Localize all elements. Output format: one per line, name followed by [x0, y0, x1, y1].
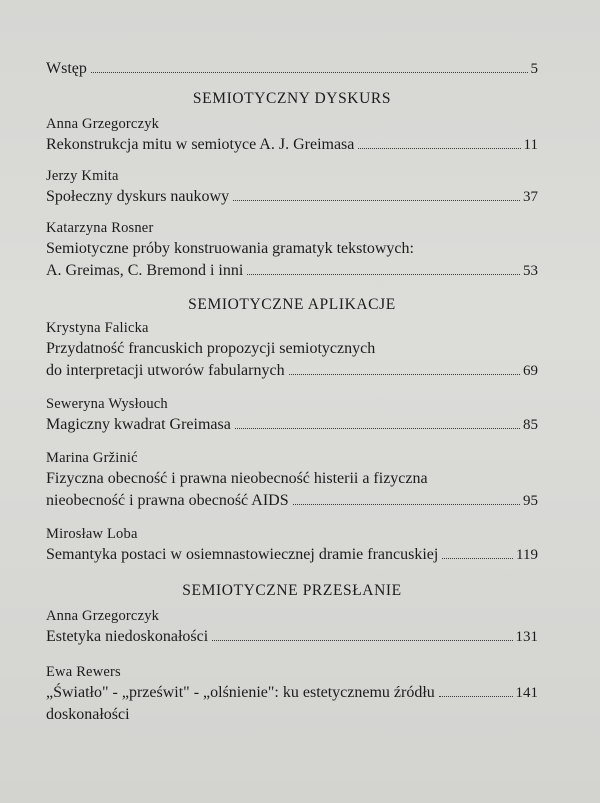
toc-entry[interactable] [46, 114, 538, 156]
entry-title: Estetyka niedoskonałości [46, 628, 209, 645]
leader-dots [289, 374, 520, 375]
toc-entry[interactable] [46, 318, 538, 382]
entry-title-line [46, 134, 538, 156]
leader-dots [442, 558, 513, 559]
leader-dots [293, 504, 520, 505]
entry-page: 119 [516, 547, 538, 563]
entry-page: 141 [515, 685, 538, 701]
entry-title: Magiczny kwadrat Greimasa [46, 416, 231, 433]
entry-author: Ewa Rewers [46, 664, 121, 680]
leader-dots [212, 640, 512, 641]
entry-page: 37 [523, 189, 538, 205]
entry-title-line [46, 682, 538, 704]
entry-title-line [46, 414, 538, 436]
toc-entry[interactable] [46, 166, 538, 208]
entry-title-line [46, 544, 538, 566]
entry-page: 131 [515, 629, 538, 645]
entry-author: Seweryna Wysłouch [46, 396, 168, 412]
leader-dots [235, 428, 520, 429]
entry-title-line [46, 360, 538, 382]
entry-author: Marina Gržinić [46, 450, 138, 466]
section-heading: SEMIOTYCZNE PRZESŁANIE [182, 582, 402, 599]
entry-author: Krystyna Falicka [46, 320, 149, 336]
section-heading: SEMIOTYCZNE APLIKACJE [188, 296, 396, 313]
entry-author: Jerzy Kmita [46, 168, 119, 184]
leader-dots [439, 696, 513, 697]
entry-page: 85 [523, 417, 538, 433]
leader-dots [358, 148, 520, 149]
entry-title-cont: nieobecność i prawna obecność AIDS [46, 492, 289, 509]
toc-intro-title: Wstęp [46, 60, 87, 77]
entry-title: Przydatność francuskich propozycji semiotycznych [46, 340, 376, 357]
entry-title-cont: do interpretacji utworów fabularnych [46, 362, 285, 379]
leader-dots [91, 72, 528, 73]
entry-title: Społeczny dyskurs naukowy [46, 188, 230, 205]
toc-entry[interactable] [46, 662, 538, 726]
entry-author: Katarzyna Rosner [46, 220, 154, 236]
entry-page: 11 [523, 137, 538, 153]
toc-entry[interactable] [46, 606, 538, 648]
toc-entry[interactable] [46, 524, 538, 566]
entry-title-cont: doskonałości [46, 706, 130, 723]
entry-title-cont: A. Greimas, C. Bremond i inni [46, 262, 244, 279]
entry-title-line [46, 186, 538, 208]
entry-title-line [46, 626, 538, 648]
leader-dots [233, 200, 520, 201]
entry-title: Semiotyczne próby konstruowania gramatyk tekstowych: [46, 240, 414, 257]
toc-intro-page: 5 [530, 61, 538, 77]
entry-title-line [46, 260, 538, 282]
entry-title: „Światło" - „prześwit" - „olśnienie": ku estetycznemu źródłu [46, 684, 435, 701]
entry-title: Rekonstrukcja mitu w semiotyce A. J. Greimasa [46, 136, 355, 153]
entry-title: Semantyka postaci w osiemnastowiecznej dramie francuskiej [46, 546, 439, 563]
toc-entry[interactable] [46, 218, 538, 282]
leader-dots [247, 274, 520, 275]
entry-page: 69 [523, 363, 538, 379]
entry-author: Mirosław Loba [46, 526, 138, 542]
section-heading: SEMIOTYCZNY DYSKURS [192, 90, 392, 107]
toc-entry[interactable] [46, 394, 538, 436]
entry-page: 53 [523, 263, 538, 279]
entry-page: 95 [523, 493, 538, 509]
toc-intro-line[interactable] [46, 58, 538, 80]
entry-author: Anna Grzegorczyk [46, 116, 160, 132]
entry-title: Fizyczna obecność i prawna nieobecność histerii a fizyczna [46, 470, 428, 487]
toc-entry[interactable] [46, 448, 538, 512]
entry-title-line [46, 490, 538, 512]
entry-author: Anna Grzegorczyk [46, 608, 160, 624]
